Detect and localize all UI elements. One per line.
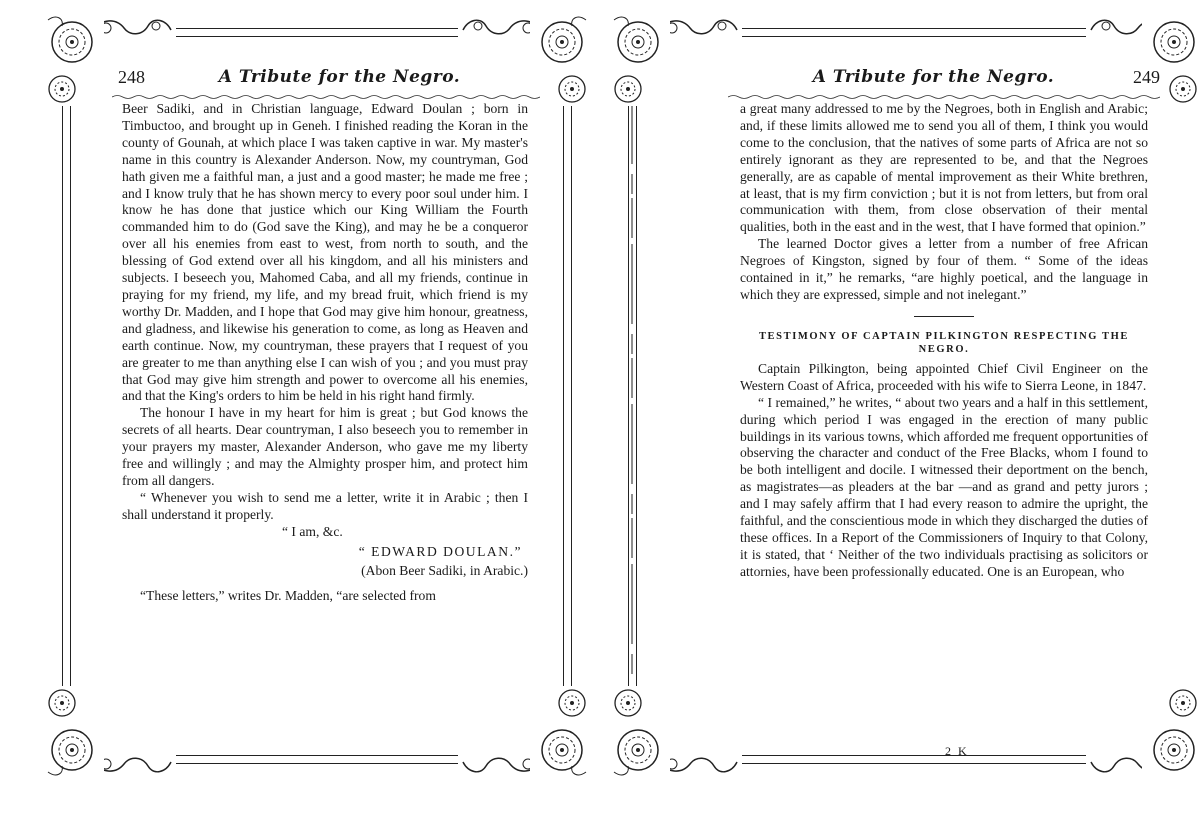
running-head: A Tribute for the Negro. [218, 67, 461, 87]
signature-note: (Abon Beer Sadiki, in Arabic.) [361, 563, 528, 579]
page-header [734, 64, 1160, 90]
page-header [118, 64, 534, 90]
rosette-side-icon [611, 686, 645, 720]
rosette-side-icon [1166, 686, 1200, 720]
paragraph: The learned Doctor gives a letter from a number of free African Negroes of Kingston, signed by four of them. “ Some of the ideas contained in it,” he remarks, “are highly poetical, and the language in which they are expressed, simple and not inelegant.” [740, 236, 1148, 302]
right-page [600, 0, 1200, 816]
rosette-side-icon [555, 686, 589, 720]
running-head: A Tribute for the Negro. [812, 67, 1055, 87]
wavy-rule [112, 94, 540, 100]
page-number: 248 [118, 66, 145, 87]
rosette-side-icon [611, 72, 645, 106]
rosette-side-icon [1166, 72, 1200, 106]
rosette-corner-icon [530, 718, 594, 782]
section-divider [914, 316, 974, 317]
paragraph: “These letters,” writes Dr. Madden, “are selected from [140, 588, 436, 604]
paragraph: a great many addressed to me by the Negroes, both in English and Arabic; and, if these limits allowed me to send you all of them, I think you would come to the conclusion, that the natives of some parts of Africa are not so entirely ignorant as they are represented to be, and that the Negroes generally, are as capable of mental improvement as their White brethren, at least, that is my firm conviction ; but it is not from letters, but from oral communication with them, from close observation of their mental qualities, both in the east and in the west, that I have formed that opinion.” [740, 101, 1148, 235]
letter-closing: “ I am, &c. [282, 523, 343, 539]
paragraph: “ I remained,” he writes, “ about two years and a half in this settlement, during which period I was engaged in the erection of many public buildings in its various towns, which afforded me frequent opportunities of observing the character and conduct of the Free Blacks, whom I found to be both intelligent and docile. I witnessed their deportment on the bench, as magistrates—as pleaders at the bar —and as grand and petty jurors ; and I may safely affirm that I had every reason to admire the upright, the faithful, and the conscientious mode in which they discharged the duties of these offices. In a Report of the Commissioners of Inquiry to that Colony, it is stated, that ‘ Neither of the two individuals practising as solicitors or attornies, have been professionally educated. One is an European, who [740, 394, 1148, 579]
paragraph: The honour I have in my heart for him is great ; but God knows the secrets of all hearts. Dear countryman, I also beseech you to remember in your prayers my master, Alexander Anderson, who gave me my liberty free and willingly ; and may the Almighty prosper him, and protect him from all dangers. [122, 405, 528, 488]
rosette-corner-icon [530, 10, 594, 74]
signature-mark: 2 K [945, 744, 969, 758]
rosette-corner-icon [1142, 718, 1200, 782]
wavy-rule [728, 94, 1160, 100]
paragraph: “ Whenever you wish to send me a letter, write it in Arabic ; then I shall understand it properly. [122, 489, 528, 522]
page-number: 249 [1133, 66, 1160, 87]
paragraph: Captain Pilkington, being appointed Chief Civil Engineer on the Western Coast of Africa, proceeded with his wife to Sierra Leone, in 1847. [740, 360, 1148, 393]
section-heading: TESTIMONY OF CAPTAIN PILKINGTON RESPECTING THE NEGRO. [758, 330, 1130, 355]
rosette-corner-icon [40, 10, 104, 74]
rosette-corner-icon [606, 718, 670, 782]
rosette-side-icon [45, 686, 79, 720]
body-text [740, 101, 1148, 581]
rosette-corner-icon [40, 718, 104, 782]
paragraph: Beer Sadiki, and in Christian language, Edward Doulan ; born in Timbuctoo, and brought up in Geneh. I finished reading the Koran in the county of Gounah, at which place I was taken captive in war. My master's name in this country is Alexander Anderson. Now, my countryman, God hath given me a faithful man, a just and a good master; he made me free ; and I know truly that he has shown mercy to every poor soul under him. I know he has done that justice which our King William the Fourth commanded him to do (God save the King), and may he be a conqueror over all his enemies from east to west, from north to south, and the blessing of God extend over all his kingdom, and all his ministers and subjects. I beseech you, Mahomed Caba, and all my friends, continue in praying for my friend, my life, and my bread fruit, which friend is my worthy Dr. Madden, and I hope that God may give him honour, greatness, and gladness, and likewise his generation to come, as long as Heaven and earth continue. Now, my countryman, these prayers that I request of you are greater to me than anything else I can wish of you ; and you must pray that God may give him strength and power to overcome all his enemies, and that the King's orders to him be held in his right hand firmly. [122, 101, 528, 404]
body-text [122, 101, 528, 605]
rosette-corner-icon [606, 10, 670, 74]
letter-signature: “ EDWARD DOULAN.” [358, 543, 522, 559]
rosette-side-icon [555, 72, 589, 106]
rosette-side-icon [45, 72, 79, 106]
